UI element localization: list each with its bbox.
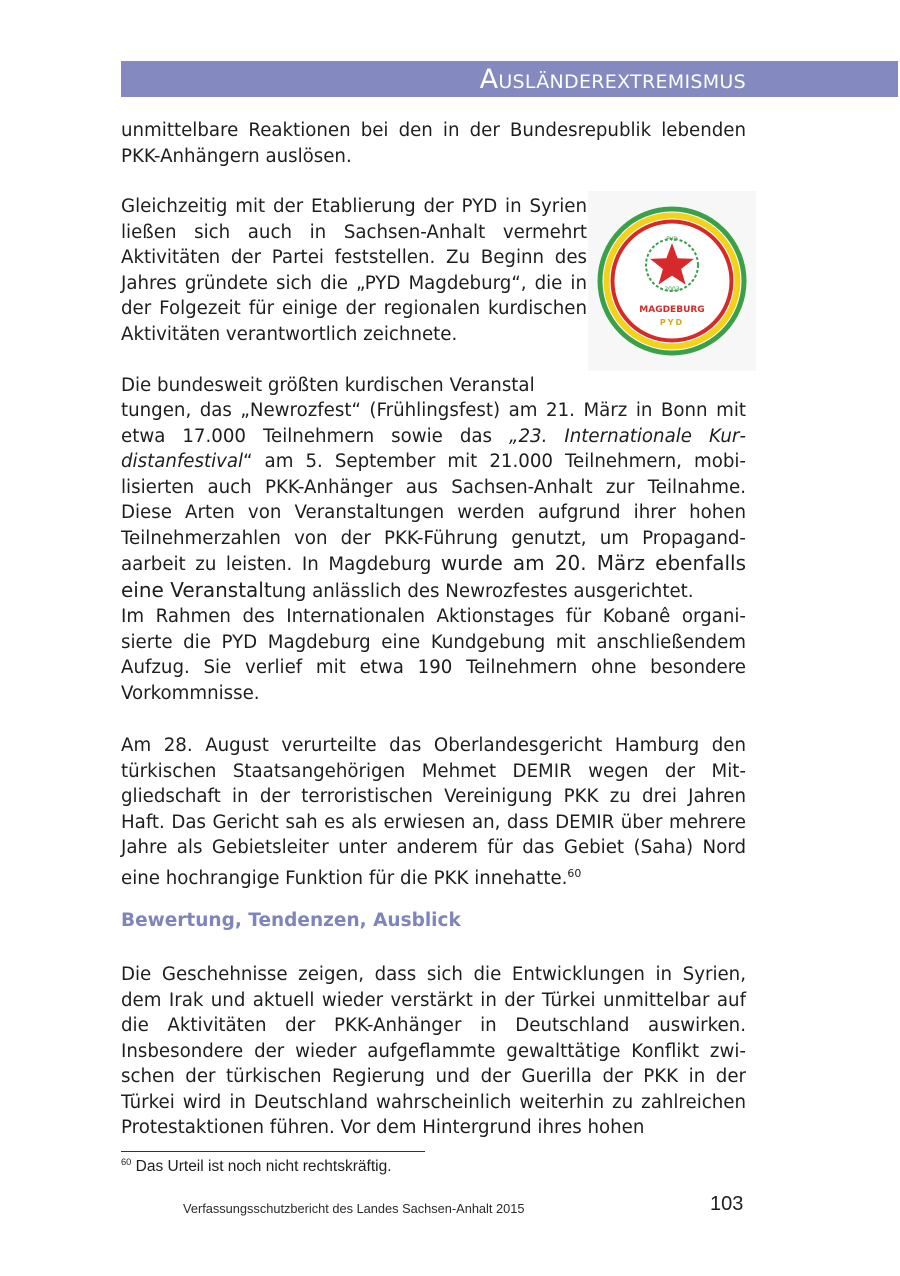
paragraph-3-part-a: tungen, das „Newrozfest“ (Frühlingsfest) am 21. März in Bonn mit etwa 17.000 Teilnehmern sowie das <box>121 400 746 447</box>
paragraph-6-text: Die Geschehnisse zeigen, dass sich die Entwicklungen in Syrien, dem Irak und aktuell wieder verstärkt in der Türkei unmittelbar auf die Aktivitäten der PKK-Anhänger in Deutschland auswirken. Insbesondere der wieder aufgeflammte gewalttätige Konflikt zwischen der türkischen Regierung und der Guerilla der PKK in der Türkei wird in Deutschland wahrscheinlich weiterhin zu zahlreichen Protestaktionen führen. Vor dem Hintergrund ihres hohen <box>121 964 746 1138</box>
emblem-top-text: PYD <box>666 236 678 243</box>
emblem-year: 2003 <box>664 286 680 293</box>
paragraph-1-text: unmittelbare Reaktionen bei den in der Bundesrepublik lebenden PKK-Anhängern auslösen. <box>121 120 746 167</box>
paragraph-2-text: Gleichzeitig mit der Etablierung der PYD in Syrien ließen sich auch in Sachsen-Anhalt vermehrt Aktivitäten der Partei feststellen. Zu Beginn des Jahres gründete sich die „PYD Magdeburg“, die in der Folgezeit für einige der regionalen kurdischen Aktivitäten verantwortlich zeichnete. <box>121 196 587 345</box>
emblem-outer-ring <box>600 209 744 353</box>
paragraph-3-text <box>121 398 746 604</box>
header-title: Ausländerextremismus <box>479 63 746 95</box>
emblem-graphic <box>588 191 756 371</box>
paragraph-5-text <box>121 733 746 891</box>
paragraph-4-text: Im Rahmen des Internationalen Aktionstages für Kobanê organisierte die PYD Magdeburg eine Kundgebung mit anschließendem Aufzug. Sie verlief mit etwa 190 Teilnehmern ohne besondere Vorkommnisse. <box>121 606 746 704</box>
paragraph-3-part-c: ung anlässlich des Newrozfestes ausgerichtet. <box>271 580 694 602</box>
footnote-divider <box>121 1151 425 1152</box>
footnote-reference: 60 <box>567 866 582 880</box>
footnote <box>121 1157 392 1176</box>
header-bar <box>121 61 898 97</box>
footnote-number: 60 <box>121 1157 132 1167</box>
paragraph-3-large-text: wurde am 20. März ebenfalls eine Veranstalt <box>121 551 746 602</box>
section-heading: Bewertung, Tendenzen, Ausblick <box>121 910 461 931</box>
paragraph-events-first-line <box>121 373 587 399</box>
pyd-magdeburg-emblem <box>588 191 756 371</box>
paragraph-3-first-line: Die bundesweit größten kurdischen Veranstal <box>121 375 535 396</box>
footer-title: Verfassungsschutzbericht des Landes Sachsen-Anhalt 2015 <box>183 1201 525 1216</box>
paragraph-assessment <box>121 962 746 1141</box>
paragraph-pyd-founding <box>121 194 587 347</box>
festival-name: „23. Internationale Kurdistanfestival <box>121 425 746 472</box>
paragraph-5-body: Am 28. August verurteilte das Oberlandesgericht Hamburg den türkischen Staatsangehörigen Mehmet DEMIR wegen der Mitgliedschaft in der terroristischen Vereinigung PKK zu drei Jahren Haft. Das Gericht sah es als erwiesen an, dass DEMIR über mehrere Jahre als Gebietsleiter unter anderem für das Gebiet (Saha) Nord eine hochrangige Funktion für die PKK innehatte. <box>121 735 746 889</box>
emblem-city: MAGDEBURG <box>639 305 705 315</box>
paragraph-continuation <box>121 118 746 169</box>
page-number: 103 <box>710 1193 744 1215</box>
footnote-text: Das Urteil ist noch nicht rechtskräftig. <box>135 1158 392 1176</box>
emblem-party: PYD <box>659 318 685 327</box>
paragraph-court-verdict <box>121 733 746 891</box>
paragraph-events <box>121 398 746 706</box>
paragraph-3-part-b: “ am 5. September mit 21.000 Teilnehmern, mobilisierten auch PKK-Anhänger aus Sachsen-Anhalt zur Teilnahme. Diese Arten von Veranstaltungen werden aufgrund ihrer hohen Teilnehmerzahlen von der PKK-Führung genutzt, um Propagandaarbeit zu leisten. In Magdeburg <box>121 451 746 575</box>
